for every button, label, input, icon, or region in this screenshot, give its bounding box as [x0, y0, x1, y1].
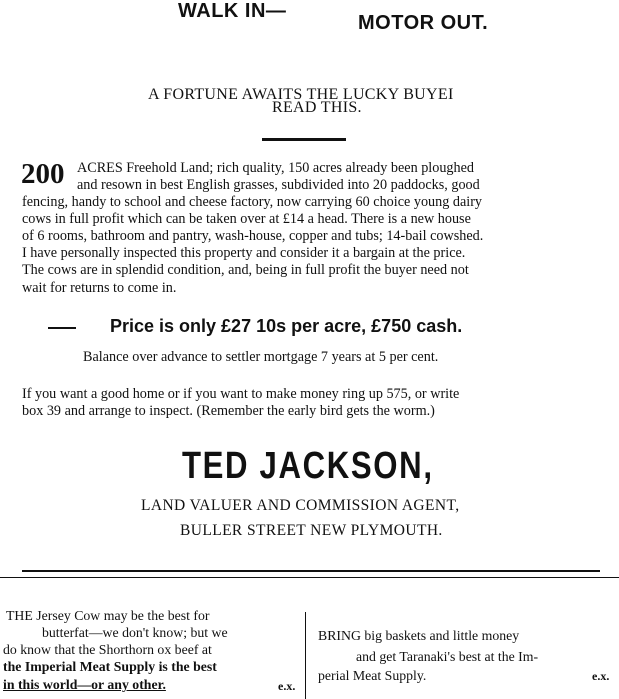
body-line: The cows are in splendid condition, and, being in full profit the buyer need not	[22, 262, 469, 278]
acreage-number: 200	[21, 158, 65, 190]
contact-line: box 39 and arrange to inspect. (Remember the early bird gets the worm.)	[22, 403, 435, 419]
ad-left-line: THE Jersey Cow may be the best for	[6, 608, 210, 623]
body-line: cows in full profit which can be taken over at £14 a head. There is a new house	[22, 211, 471, 227]
ad-right-signature: e.x.	[592, 669, 610, 683]
agent-name: TED JACKSON,	[181, 445, 434, 487]
body-line: I have personally inspected this property and consider it a bargain at the price.	[22, 245, 466, 261]
header-motor-out: MOTOR OUT.	[358, 12, 489, 34]
ad-right-line: perial Meat Supply.	[318, 668, 427, 683]
body-line: fencing, handy to school and cheese factory, now carrying 60 choice young dairy	[22, 194, 483, 210]
subheading-rule	[262, 138, 346, 141]
body-line: wait for returns to come in.	[22, 280, 177, 296]
header-walk-in: WALK IN—	[178, 0, 287, 22]
price-dash-left	[48, 327, 76, 329]
ad-left-signature: e.x.	[278, 679, 296, 693]
contact-line: If you want a good home or if you want to make money ring up 575, or write	[22, 386, 460, 402]
balance-line: Balance over advance to settler mortgage 7 years at 5 per cent.	[83, 349, 439, 365]
subheading-read-this: READ THIS.	[272, 99, 362, 116]
ad-left-line: in this world—or any other.	[3, 677, 166, 692]
column-divider	[305, 612, 306, 699]
subheading-fortune: A FORTUNE AWAITS THE LUCKY BUYEI	[148, 86, 454, 103]
ad-right-line: BRING big baskets and little money	[318, 628, 520, 643]
agent-address: BULLER STREET NEW PLYMOUTH.	[180, 522, 443, 539]
separator-rule-upper	[22, 570, 600, 572]
ad-left-line: the Imperial Meat Supply is the best	[3, 659, 217, 674]
separator-rule-lower	[0, 577, 619, 578]
body-line: ACRES Freehold Land; rich quality, 150 acres already been ploughed	[77, 160, 475, 176]
agent-role: LAND VALUER AND COMMISSION AGENT,	[141, 497, 460, 514]
ad-left-line: do know that the Shorthorn ox beef at	[3, 642, 212, 657]
ad-left-line: butterfat—we don't know; but we	[42, 625, 228, 640]
body-line: and resown in best English grasses, subdivided into 20 paddocks, good	[77, 177, 480, 193]
price-line: Price is only £27 10s per acre, £750 cash.	[110, 316, 463, 336]
body-line: of 6 rooms, bathroom and pantry, wash-house, copper and tubs; 14-bail cowshed.	[22, 228, 484, 244]
ad-right-line: and get Taranaki's best at the Im-	[356, 649, 539, 664]
